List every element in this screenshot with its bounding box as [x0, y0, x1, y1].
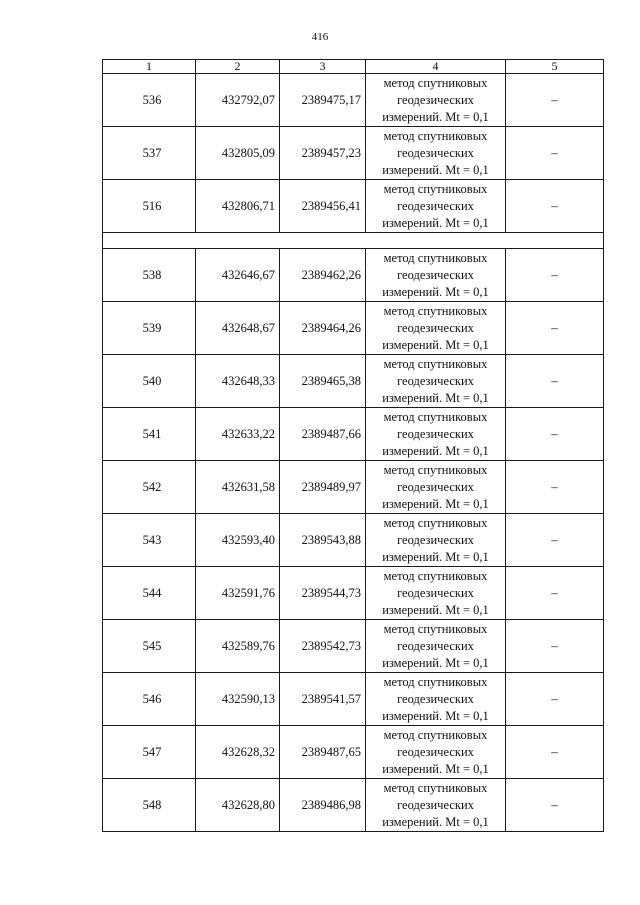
- method-text-line: измерений. Mt = 0,1: [382, 602, 489, 617]
- table-row: [103, 180, 604, 233]
- method-cell: [366, 355, 506, 408]
- method-cell: [366, 249, 506, 302]
- method-text-line: измерений. Mt = 0,1: [382, 162, 489, 177]
- y-coordinate-cell: 2389486,98: [280, 779, 366, 832]
- y-coordinate-cell: 2389465,38: [280, 355, 366, 408]
- method-text-line: метод спутниковых: [383, 462, 488, 477]
- column-5-cell: –: [506, 620, 604, 673]
- method-cell: [366, 461, 506, 514]
- point-number-cell: 543: [103, 514, 196, 567]
- column-5-cell: –: [506, 302, 604, 355]
- method-text-line: метод спутниковых: [383, 727, 488, 742]
- point-number-cell: 538: [103, 249, 196, 302]
- method-text-line: метод спутниковых: [383, 674, 488, 689]
- y-coordinate-cell: 2389487,66: [280, 408, 366, 461]
- x-coordinate-cell: 432590,13: [196, 673, 280, 726]
- method-text-line: геодезических: [397, 320, 474, 335]
- method-text-line: метод спутниковых: [383, 621, 488, 636]
- method-text-line: геодезических: [397, 145, 474, 160]
- x-coordinate-cell: 432628,32: [196, 726, 280, 779]
- method-text-line: метод спутниковых: [383, 250, 488, 265]
- table-row: [103, 408, 604, 461]
- x-coordinate-cell: 432633,22: [196, 408, 280, 461]
- table-row: [103, 127, 604, 180]
- x-coordinate-cell: 432589,76: [196, 620, 280, 673]
- coordinates-table-body: [103, 60, 604, 832]
- method-text-line: геодезических: [397, 638, 474, 653]
- table-row: [103, 514, 604, 567]
- method-text-line: метод спутниковых: [383, 75, 488, 90]
- method-text-line: метод спутниковых: [383, 780, 488, 795]
- point-number-cell: 537: [103, 127, 196, 180]
- x-coordinate-cell: 432646,67: [196, 249, 280, 302]
- table-row: [103, 673, 604, 726]
- point-number-cell: 545: [103, 620, 196, 673]
- x-coordinate-cell: 432591,76: [196, 567, 280, 620]
- column-5-cell: –: [506, 567, 604, 620]
- method-text-line: геодезических: [397, 691, 474, 706]
- method-text-line: измерений. Mt = 0,1: [382, 814, 489, 829]
- page-number: 416: [311, 31, 329, 43]
- method-text-line: измерений. Mt = 0,1: [382, 655, 489, 670]
- column-header-5: 5: [506, 60, 604, 74]
- method-cell: [366, 620, 506, 673]
- method-cell: [366, 408, 506, 461]
- table-row: [103, 249, 604, 302]
- column-5-cell: –: [506, 461, 604, 514]
- point-number-cell: 536: [103, 74, 196, 127]
- method-cell: [366, 74, 506, 127]
- x-coordinate-cell: 432593,40: [196, 514, 280, 567]
- table-row: [103, 567, 604, 620]
- point-number-cell: 541: [103, 408, 196, 461]
- point-number-cell: 542: [103, 461, 196, 514]
- method-cell: [366, 673, 506, 726]
- table-row: [103, 355, 604, 408]
- method-text-line: метод спутниковых: [383, 568, 488, 583]
- column-5-cell: –: [506, 74, 604, 127]
- method-text-line: геодезических: [397, 797, 474, 812]
- point-number-cell: 540: [103, 355, 196, 408]
- column-5-cell: –: [506, 249, 604, 302]
- column-5-cell: –: [506, 180, 604, 233]
- separator-row: [103, 233, 604, 249]
- method-text-line: геодезических: [397, 744, 474, 759]
- y-coordinate-cell: 2389475,17: [280, 74, 366, 127]
- method-text-line: измерений. Mt = 0,1: [382, 708, 489, 723]
- table-row: [103, 726, 604, 779]
- method-text-line: геодезических: [397, 532, 474, 547]
- method-text-line: геодезических: [397, 479, 474, 494]
- method-text-line: геодезических: [397, 267, 474, 282]
- column-header-4: 4: [366, 60, 506, 74]
- method-text-line: измерений. Mt = 0,1: [382, 443, 489, 458]
- point-number-cell: 547: [103, 726, 196, 779]
- column-header-3: 3: [280, 60, 366, 74]
- method-text-line: геодезических: [397, 92, 474, 107]
- method-text-line: метод спутниковых: [383, 128, 488, 143]
- x-coordinate-cell: 432792,07: [196, 74, 280, 127]
- x-coordinate-cell: 432648,67: [196, 302, 280, 355]
- table-row: [103, 620, 604, 673]
- y-coordinate-cell: 2389543,88: [280, 514, 366, 567]
- y-coordinate-cell: 2389462,26: [280, 249, 366, 302]
- method-cell: [366, 726, 506, 779]
- method-text-line: измерений. Mt = 0,1: [382, 337, 489, 352]
- method-text-line: измерений. Mt = 0,1: [382, 109, 489, 124]
- method-text-line: измерений. Mt = 0,1: [382, 549, 489, 564]
- y-coordinate-cell: 2389487,65: [280, 726, 366, 779]
- method-cell: [366, 567, 506, 620]
- x-coordinate-cell: 432631,58: [196, 461, 280, 514]
- table-row: [103, 302, 604, 355]
- method-cell: [366, 514, 506, 567]
- y-coordinate-cell: 2389542,73: [280, 620, 366, 673]
- point-number-cell: 548: [103, 779, 196, 832]
- point-number-cell: 516: [103, 180, 196, 233]
- column-5-cell: –: [506, 673, 604, 726]
- table-row: [103, 779, 604, 832]
- separator-cell: [103, 233, 604, 249]
- method-text-line: метод спутниковых: [383, 303, 488, 318]
- method-cell: [366, 302, 506, 355]
- method-text-line: измерений. Mt = 0,1: [382, 761, 489, 776]
- x-coordinate-cell: 432648,33: [196, 355, 280, 408]
- y-coordinate-cell: 2389456,41: [280, 180, 366, 233]
- x-coordinate-cell: 432628,80: [196, 779, 280, 832]
- table-row: [103, 74, 604, 127]
- method-text-line: геодезических: [397, 373, 474, 388]
- point-number-cell: 539: [103, 302, 196, 355]
- column-header-1: 1: [103, 60, 196, 74]
- method-text-line: метод спутниковых: [383, 181, 488, 196]
- y-coordinate-cell: 2389541,57: [280, 673, 366, 726]
- point-number-cell: 546: [103, 673, 196, 726]
- coordinates-table: [102, 59, 604, 832]
- table-header-row: [103, 60, 604, 74]
- method-text-line: измерений. Mt = 0,1: [382, 390, 489, 405]
- method-cell: [366, 779, 506, 832]
- y-coordinate-cell: 2389489,97: [280, 461, 366, 514]
- method-cell: [366, 127, 506, 180]
- method-text-line: метод спутниковых: [383, 515, 488, 530]
- column-5-cell: –: [506, 127, 604, 180]
- method-text-line: геодезических: [397, 198, 474, 213]
- table-row: [103, 461, 604, 514]
- x-coordinate-cell: 432805,09: [196, 127, 280, 180]
- column-5-cell: –: [506, 726, 604, 779]
- y-coordinate-cell: 2389464,26: [280, 302, 366, 355]
- column-5-cell: –: [506, 408, 604, 461]
- x-coordinate-cell: 432806,71: [196, 180, 280, 233]
- y-coordinate-cell: 2389457,23: [280, 127, 366, 180]
- method-text-line: измерений. Mt = 0,1: [382, 496, 489, 511]
- method-cell: [366, 180, 506, 233]
- method-text-line: измерений. Mt = 0,1: [382, 215, 489, 230]
- column-header-2: 2: [196, 60, 280, 74]
- column-5-cell: –: [506, 779, 604, 832]
- method-text-line: геодезических: [397, 585, 474, 600]
- column-5-cell: –: [506, 355, 604, 408]
- method-text-line: измерений. Mt = 0,1: [382, 284, 489, 299]
- method-text-line: метод спутниковых: [383, 409, 488, 424]
- column-5-cell: –: [506, 514, 604, 567]
- method-text-line: геодезических: [397, 426, 474, 441]
- y-coordinate-cell: 2389544,73: [280, 567, 366, 620]
- point-number-cell: 544: [103, 567, 196, 620]
- method-text-line: метод спутниковых: [383, 356, 488, 371]
